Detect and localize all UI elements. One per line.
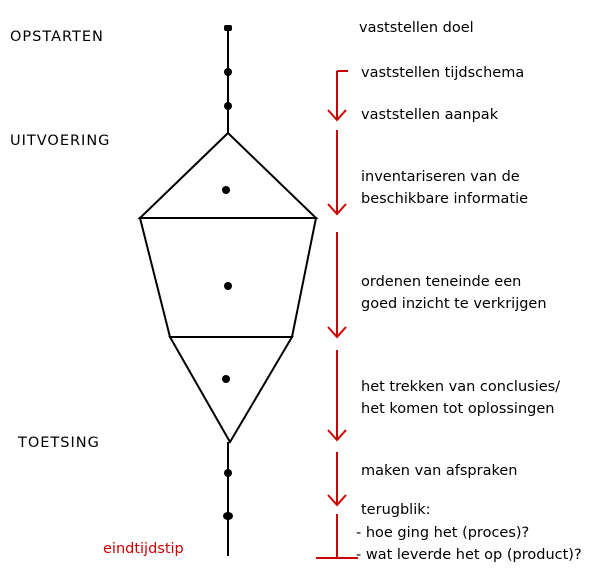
red-arrow [328, 130, 346, 214]
axis-dot [223, 512, 233, 520]
axis-dot [224, 102, 232, 110]
timeline-arrows [316, 71, 358, 558]
step-order-line2: goed inzicht te verkrijgen [361, 296, 547, 312]
step-approach: vaststellen aanpak [361, 107, 499, 123]
step-order-line1: ordenen teneinde een [361, 274, 522, 290]
axis-dot [224, 469, 232, 477]
red-arrow [328, 71, 348, 120]
top-triangle [140, 133, 316, 218]
step-schedule: vaststellen tijdschema [361, 65, 525, 81]
phase-label-execution: UITVOERING [10, 133, 111, 149]
axis-dot-start [224, 25, 232, 31]
deadline-label: eindtijdstip [103, 541, 184, 557]
axis-dot [224, 68, 232, 76]
red-arrow [328, 452, 346, 505]
middle-trapezoid [140, 218, 316, 337]
section-dot [224, 282, 232, 290]
step-inventory-line2: beschikbare informatie [361, 191, 529, 207]
step-conclude-line2: het komen tot oplossingen [361, 401, 555, 417]
phase-label-start: OPSTARTEN [10, 29, 104, 45]
section-dot [222, 186, 230, 194]
step-review-process: - hoe ging het (proces)? [356, 525, 530, 541]
section-dot [222, 375, 230, 383]
red-arrow [328, 232, 346, 337]
step-review-title: terugblik: [361, 502, 431, 518]
bottom-triangle [170, 337, 292, 442]
step-review-product: - wat leverde het op (product)? [356, 547, 582, 563]
phase-label-testing: TOETSING [18, 435, 100, 451]
step-inventory-line1: inventariseren van de [361, 169, 520, 185]
step-conclude-line1: het trekken van conclusies/ [361, 379, 561, 395]
red-end-bar [316, 514, 358, 558]
step-goal: vaststellen doel [359, 20, 474, 36]
step-agreements: maken van afspraken [361, 463, 518, 479]
red-arrow [328, 350, 346, 440]
